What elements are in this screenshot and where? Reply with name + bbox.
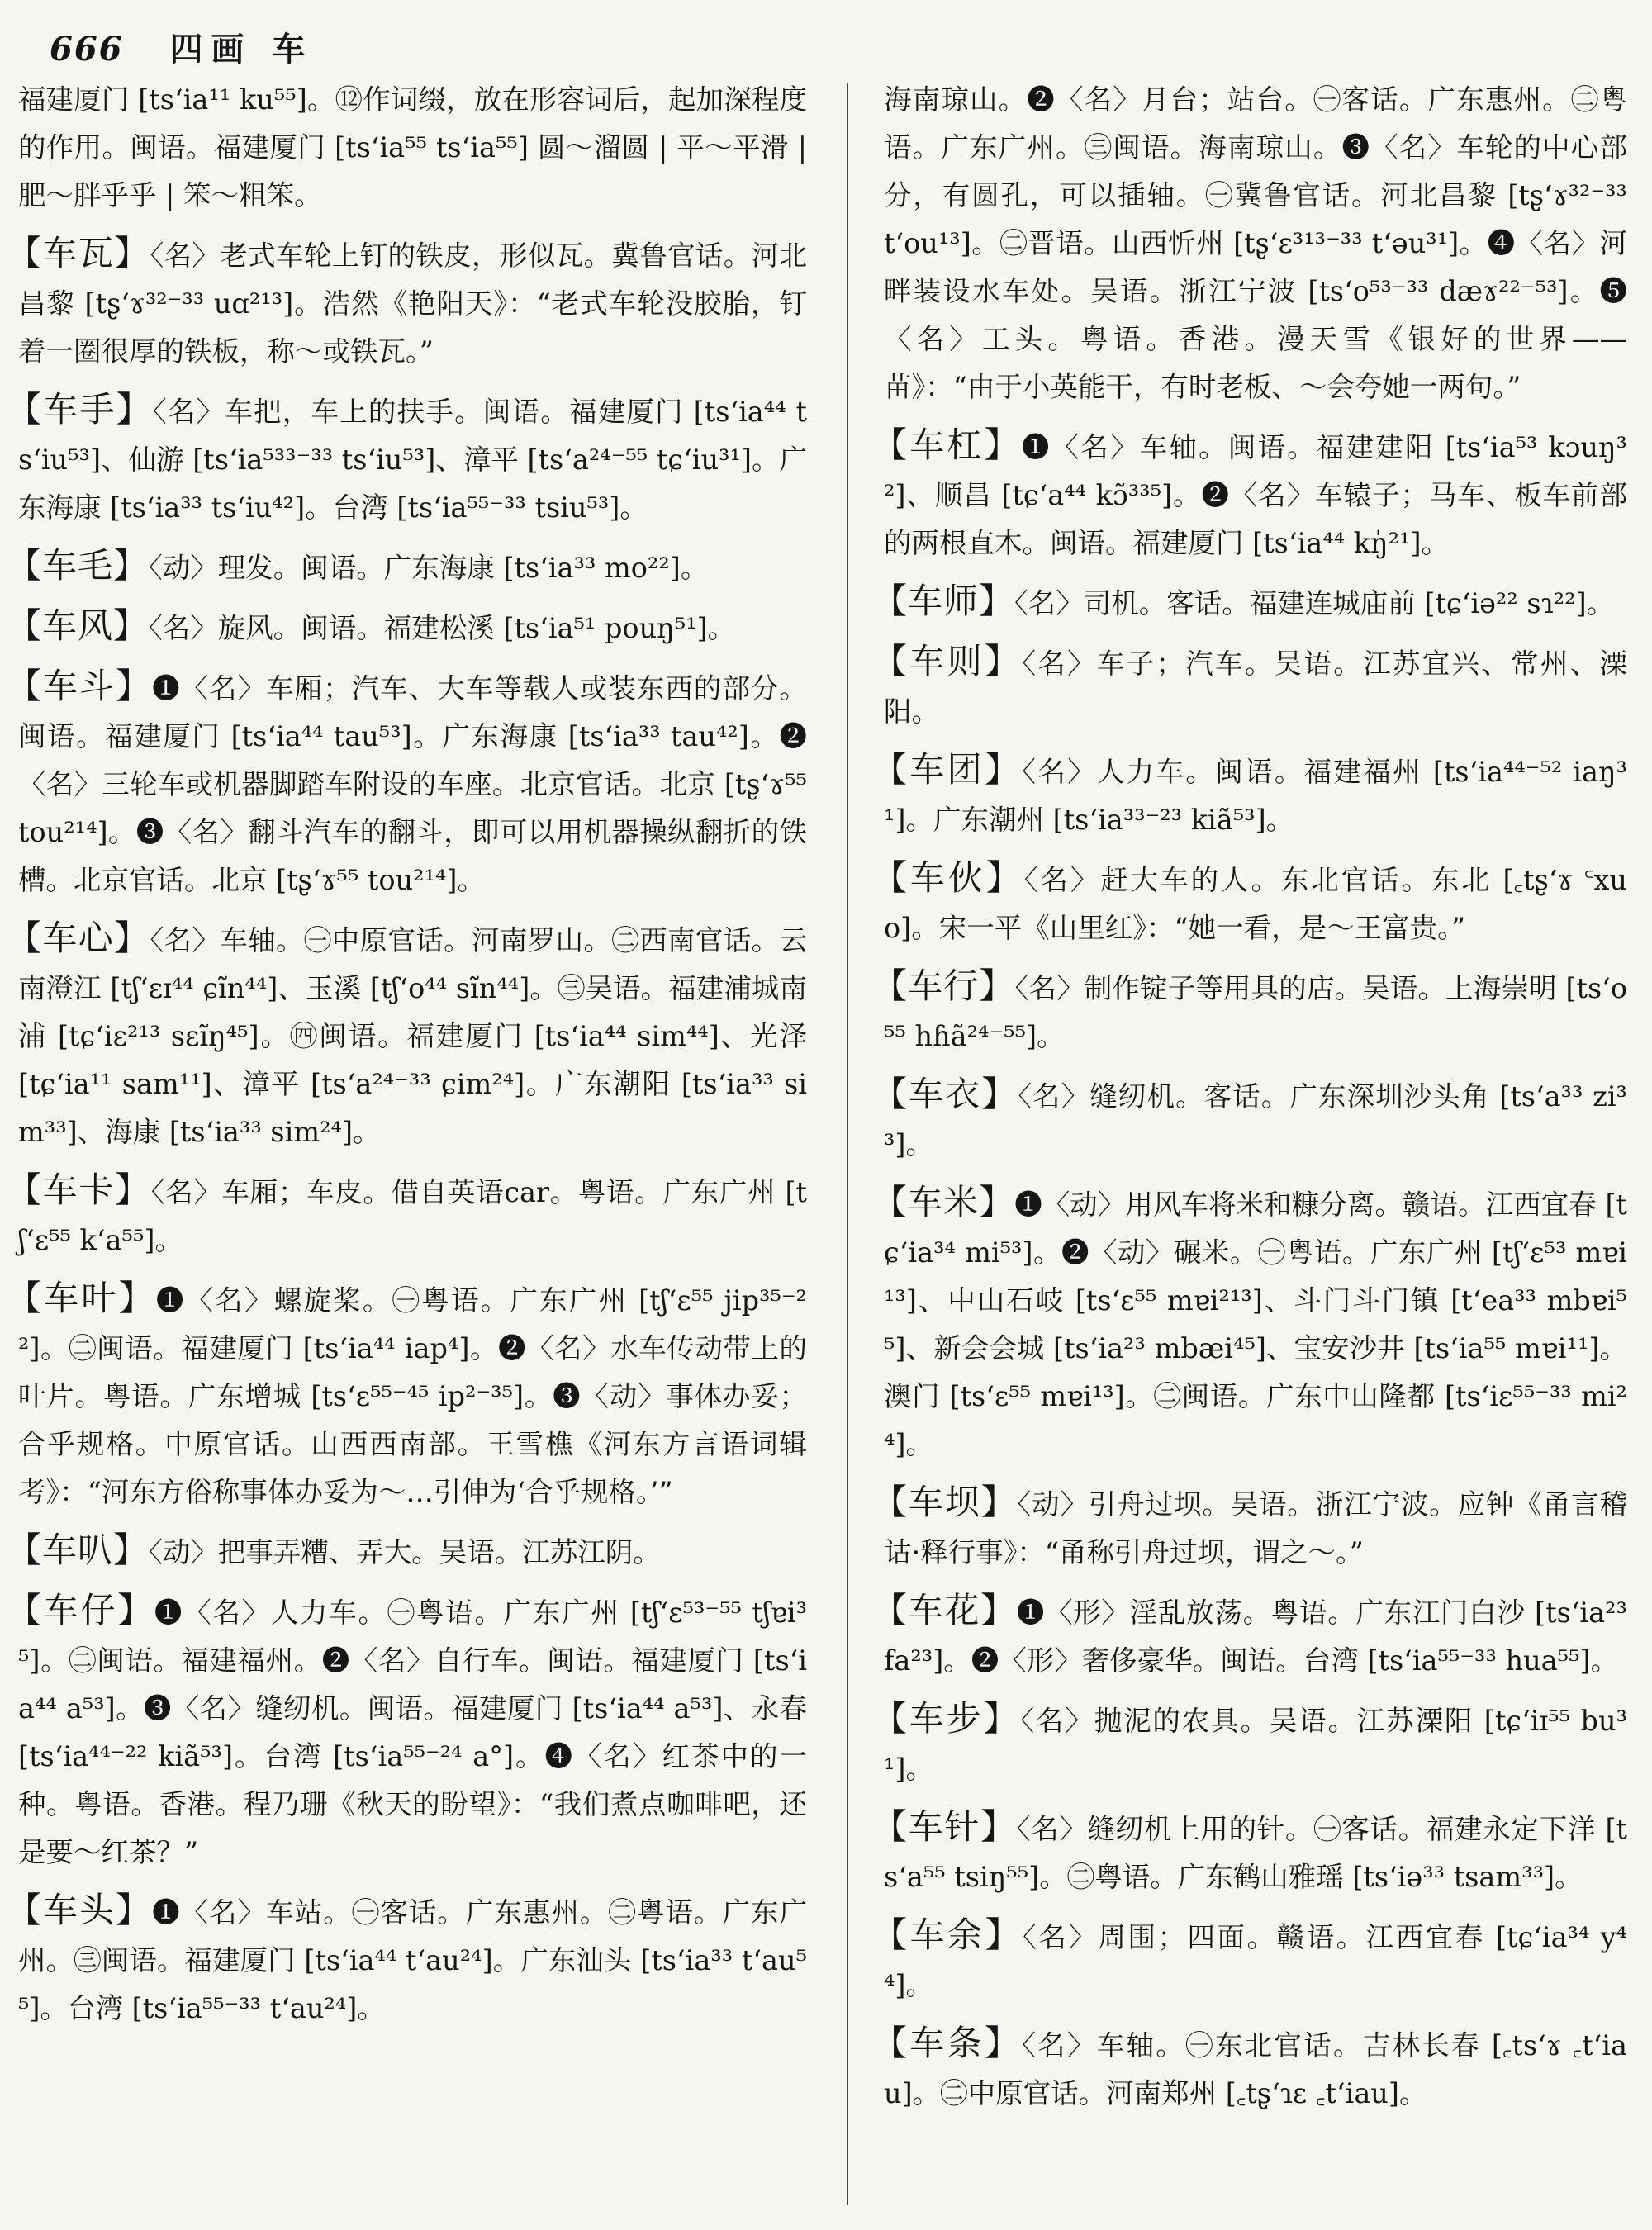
entry-headword: 【车手】	[7, 389, 153, 429]
entry-definition: ❶〈动〉用风车将米和糠分离。赣语。江西宜春 [tɕ‘ia³⁴ mi⁵³]。❷〈动〉碾米。㊀粤语。广东广州 [tʃ‘ɛ⁵³ mɐi¹³]、中山石岐 [ts‘ɛ⁵⁵ mɐi²¹³]、斗门斗门镇 [t‘ea³³ mbɐi⁵⁵]、新会会城 [ts‘ia²³ mbæi⁴⁵]、宝安沙井 [ts‘ia⁵⁵ mɐi¹¹]。澳门 [ts‘ɛ⁵⁵ mɐi¹³]。㊁闽语。广东中山隆都 [ts‘iɛ⁵⁵⁻³³ mi²⁴]。	[884, 1189, 1627, 1460]
entry-headword: 【车针】	[872, 1806, 1017, 1847]
dictionary-entry	[872, 962, 1627, 1060]
entry-headword: 【车心】	[7, 918, 150, 958]
entry-definition: 〈名〉赶大车的人。东北官话。东北 [꜀tʂ‘ɤ ꜂xuo]。宋一平《山里红》：“她一看，是～王富贵。”	[884, 864, 1627, 944]
entry-definition: 〈名〉缝纫机上用的针。㊀客话。福建永定下洋 [ts‘a⁵⁵ tsiŋ⁵⁵]。㊁粤语。广东鹤山雅瑶 [ts‘iə³³ tsam³³]。	[884, 1813, 1627, 1893]
entry-definition: 〈名〉车子；汽车。吴语。江苏宜兴、常州、溧阳。	[884, 648, 1627, 728]
dictionary-entry	[872, 854, 1627, 952]
dictionary-entry	[872, 1478, 1627, 1577]
entry-headword: 【车师】	[872, 581, 1015, 621]
entry-definition: 〈名〉车把，车上的扶手。闽语。福建厦门 [ts‘ia⁴⁴ ts‘iu⁵³]、仙游 [ts‘ia⁵³³⁻³³ ts‘iu⁵³]、漳平 [ts‘a²⁴⁻⁵⁵ tɕ‘iu³¹]。广东海康 [ts‘ia³³ ts‘iu⁴²]。台湾 [ts‘ia⁵⁵⁻³³ tsiu⁵³]。	[18, 396, 807, 524]
entry-definition: ❶〈名〉螺旋桨。㊀粤语。广东广州 [tʃ‘ɛ⁵⁵ jip³⁵⁻²²]。㊁闽语。福建厦门 [ts‘ia⁴⁴ iap⁴]。❷〈名〉水车传动带上的叶片。粤语。广东增城 [ts‘ɛ⁵⁵⁻⁴⁵ ip²⁻³⁵]。❸〈动〉事体办妥；合乎规格。中原官话。山西西南部。王雪樵《河东方言语词辑考》：“河东方俗称事体办妥为～…引伸为‘合乎规格。’”	[18, 1284, 807, 1508]
dictionary-entry	[872, 1803, 1627, 1901]
entry-headword: 【车斗】	[7, 666, 153, 706]
dictionary-entry	[872, 2019, 1627, 2118]
dictionary-entry	[7, 230, 807, 376]
entry-headword: 【车衣】	[872, 1074, 1018, 1114]
entry-headword: 【车叭】	[7, 1530, 150, 1570]
dictionary-entry	[872, 1070, 1627, 1169]
entry-headword: 【车仔】	[7, 1590, 154, 1630]
dictionary-entry	[872, 638, 1627, 736]
entry-headword: 【车则】	[872, 641, 1023, 681]
dictionary-entry	[7, 386, 807, 532]
section-title: 四画 车	[169, 30, 314, 69]
dictionary-entry	[872, 746, 1627, 844]
dictionary-entry	[872, 577, 1627, 628]
entry-definition: ❶〈名〉车厢；汽车、大车等载人或装东西的部分。闽语。福建厦门 [ts‘ia⁴⁴ tau⁵³]。广东海康 [ts‘ia³³ tau⁴²]。❷〈名〉三轮车或机器脚踏车附设的车座。北京官话。北京 [tʂ‘ɤ⁵⁵ tou²¹⁴]。❸〈名〉翻斗汽车的翻斗，即可以用机器操纵翻折的铁槽。北京官话。北京 [tʂ‘ɤ⁵⁵ tou²¹⁴]。	[18, 672, 816, 896]
entry-headword: 【车花】	[872, 1590, 1017, 1630]
entry-continuation	[18, 76, 816, 220]
entry-headword: 【车步】	[872, 1698, 1021, 1739]
dictionary-entry	[7, 542, 807, 592]
entry-definition: 〈名〉抛泥的农具。吴语。江苏溧阳 [tɕ‘iɪ⁵⁵ bu³¹]。	[884, 1705, 1627, 1785]
dictionary-entry	[872, 1911, 1627, 2009]
entry-definition: 海南琼山。❷〈名〉月台；站台。㊀客话。广东惠州。㊁粤语。广东广州。㊂闽语。海南琼山。❸〈名〉车轮的中心部分，有圆孔，可以插轴。㊀冀鲁官话。河北昌黎 [tʂ‘ɤ³²⁻³³ t‘ou¹³]。㊁晋语。山西忻州 [tʂ‘ɛ³¹³⁻³³ t‘əu³¹]。❹〈名〉河畔装设水车处。吴语。浙江宁波 [ts‘o⁵³⁻³³ dæɤ²²⁻⁵³]。❺〈名〉工头。粤语。香港。漫天雪《银好的世界——苗》：“由于小英能干，有时老板、～会夸她一两句。”	[884, 83, 1636, 403]
entry-definition: 〈名〉周围；四面。赣语。江西宜春 [tɕ‘ia³⁴ y⁴⁴]。	[884, 1921, 1627, 2001]
entry-definition: 〈名〉车厢；车皮。借自英语car。粤语。广东广州 [tʃ‘ɛ⁵⁵ k‘a⁵⁵]。	[18, 1176, 807, 1256]
dictionary-entry	[7, 662, 816, 904]
entry-definition: ❶〈名〉车站。㊀客话。广东惠州。㊁粤语。广东广州。㊂闽语。福建厦门 [ts‘ia⁴⁴ t‘au²⁴]。广东汕头 [ts‘ia³³ t‘au⁵⁵]。台湾 [ts‘ia⁵⁵⁻³³ t‘au²⁴]。	[18, 1896, 807, 2024]
entry-headword: 【车条】	[872, 2023, 1023, 2063]
entry-continuation	[884, 76, 1636, 411]
entry-definition: 〈名〉制作锭子等用具的店。吴语。上海崇明 [ts‘o⁵⁵ hɦã²⁴⁻⁵⁵]。	[884, 972, 1627, 1052]
dictionary-entry	[872, 1179, 1627, 1468]
dictionary-entry	[7, 1166, 807, 1264]
entry-definition: 〈名〉缝纫机。客话。广东深圳沙头角 [ts‘a³³ zi³³]。	[884, 1080, 1627, 1160]
entry-headword: 【车毛】	[7, 545, 150, 586]
right-column	[872, 76, 1636, 2128]
dictionary-entry	[7, 1526, 807, 1577]
page-number: 666	[50, 30, 124, 69]
entry-definition: 福建厦门 [ts‘ia¹¹ ku⁵⁵]。⑫作词缀，放在形容词后，起加深程度的作用。闽语。福建厦门 [ts‘ia⁵⁵ ts‘ia⁵⁵] 圆～溜圆 | 平～平滑 | 肥～胖乎乎 | 笨～粗笨。	[18, 83, 816, 211]
entry-headword: 【车米】	[872, 1182, 1015, 1222]
entry-definition: 〈名〉老式车轮上钉的铁皮，形似瓦。冀鲁官话。河北昌黎 [tʂ‘ɤ³²⁻³³ uɑ²¹³]。浩然《艳阳天》：“老式车轮没胶胎，钉着一圈很厚的铁板，称～或铁瓦。”	[18, 240, 807, 368]
entry-definition: 〈动〉把事弄糟、弄大。吴语。江苏江阴。	[149, 1536, 661, 1568]
entry-headword: 【车团】	[872, 749, 1023, 790]
entry-headword: 【车头】	[7, 1890, 153, 1930]
entry-headword: 【车坝】	[872, 1482, 1018, 1522]
dictionary-entry	[872, 1587, 1636, 1685]
dictionary-entry	[7, 602, 807, 652]
entry-headword: 【车风】	[7, 605, 150, 646]
entry-headword: 【车叶】	[7, 1278, 156, 1318]
entry-definition: 〈名〉人力车。闽语。福建福州 [ts‘ia⁴⁴⁻⁵² iaŋ³¹]。广东潮州 [ts‘ia³³⁻²³ kiã⁵³]。	[884, 756, 1627, 836]
dictionary-entry	[872, 421, 1627, 567]
entry-definition: 〈名〉司机。客话。福建连城庙前 [tɕ‘iə²² sɿ²²]。	[1014, 587, 1615, 619]
entry-definition: ❶〈名〉人力车。㊀粤语。广东广州 [tʃ‘ɛ⁵³⁻⁵⁵ tʃɐi³⁵]。㊁闽语。福建福州。❷〈名〉自行车。闽语。福建厦门 [ts‘ia⁴⁴ a⁵³]。❸〈名〉缝纫机。闽语。福建厦门 [ts‘ia⁴⁴ a⁵³]、永春 [ts‘ia⁴⁴⁻²² kiã⁵³]。台湾 [ts‘ia⁵⁵⁻²⁴ a°]。❹〈名〉红茶中的一种。粤语。香港。程乃珊《秋天的盼望》：“我们煮点咖啡吧，还是要～红茶？”	[18, 1597, 816, 1868]
entry-definition: 〈名〉车轴。㊀东北官话。吉林长春 [꜀ts‘ɤ ꜀t‘iau]。㊁中原官话。河南郑州 [꜀tʂ‘ɿɛ ꜀t‘iau]。	[884, 2029, 1627, 2109]
entry-headword: 【车余】	[872, 1914, 1023, 1955]
dictionary-entry	[7, 1886, 807, 2033]
entry-headword: 【车瓦】	[7, 233, 150, 273]
entry-definition: 〈名〉旋风。闽语。福建松溪 [ts‘ia⁵¹ pouŋ⁵¹]。	[149, 612, 736, 644]
entry-definition: ❶〈名〉车轴。闽语。福建建阳 [ts‘ia⁵³ kɔuŋ³²]、顺昌 [tɕ‘a⁴⁴ kɔ̃³³⁵]。❷〈名〉车辕子；马车、板车前部的两根直木。闽语。福建厦门 [ts‘ia⁴⁴ kŋ̍²¹]。	[884, 431, 1627, 559]
entry-definition: 〈动〉引舟过坝。吴语。浙江宁波。应钟《甬言稽诂·释行事》：“甬称引舟过坝，谓之～。”	[884, 1488, 1627, 1568]
entry-definition: ❶〈形〉淫乱放荡。粤语。广东江门白沙 [ts‘ia²³ fa²³]。❷〈形〉奢侈豪华。闽语。台湾 [ts‘ia⁵⁵⁻³³ hua⁵⁵]。	[884, 1597, 1636, 1677]
left-column	[7, 76, 816, 2043]
column-divider	[847, 83, 848, 2205]
dictionary-entry	[7, 914, 816, 1156]
entry-headword: 【车行】	[872, 966, 1015, 1006]
entry-definition: 〈动〉理发。闽语。广东海康 [ts‘ia³³ mo²²]。	[149, 552, 709, 584]
entry-headword: 【车杠】	[872, 425, 1022, 465]
dictionary-entry	[872, 1695, 1627, 1793]
dictionary-entry	[7, 1587, 816, 1877]
page-header	[50, 23, 313, 73]
entry-headword: 【车卡】	[7, 1170, 151, 1210]
entry-definition: 〈名〉车轴。㊀中原官话。河南罗山。㊁西南官话。云南澄江 [tʃ‘ɛɪ⁴⁴ ɕĩn⁴⁴]、玉溪 [tʃ‘o⁴⁴ sĩn⁴⁴]。㊂吴语。福建浦城南浦 [tɕ‘iɛ²¹³ sɛĩŋ⁴⁵]。㊃闽语。福建厦门 [ts‘ia⁴⁴ sim⁴⁴]、光泽 [tɕ‘ia¹¹ sam¹¹]、漳平 [ts‘a²⁴⁻³³ ɕim²⁴]。广东潮阳 [ts‘ia³³ sim³³]、海康 [ts‘ia³³ sim²⁴]。	[18, 924, 816, 1148]
dictionary-entry	[7, 1274, 807, 1516]
entry-headword: 【车伙】	[872, 857, 1024, 898]
